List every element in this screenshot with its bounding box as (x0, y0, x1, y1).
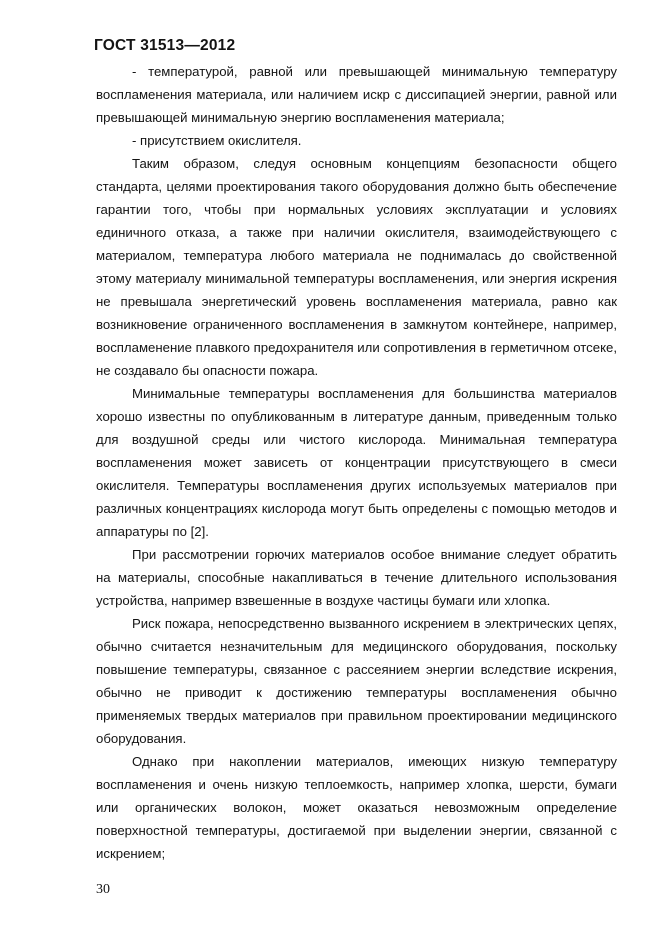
page-number: 30 (96, 882, 110, 897)
paragraph-4: Минимальные температуры воспламенения для большинства материалов хорошо известны по опубликованным в литературе данным, приведенным только для воздушной среды или чистого кислорода. Минимальная температура воспламенения может зависеть от концентрации присутствующего в смеси окислителя. Температуры воспламенения других используемых материалов при различных концентрациях кислорода могут быть определены с помощью методов и аппаратуры по [2]. (96, 386, 617, 539)
paragraph-3: Таким образом, следуя основным концепциям безопасности общего стандарта, целями проектирования такого оборудования должно быть обеспечение гарантии того, чтобы при нормальных условиях эксплуатации и условиях единичного отказа, а также при наличии окислителя, взаимодействующего с материалом, температура любого материала не поднималась до свойственной этому материалу минимальной температуры воспламенения, или энергия искрения не превышала энергетический уровень воспламенения материала, равно как возникновение ограниченного воспламенения в замкнутом контейнере, например, воспламенение плавкого предохранителя или сопротивления в герметичном отсеке, не создавало бы опасности пожара. (96, 156, 617, 378)
paragraph-2: - присутствием окислителя. (132, 133, 302, 148)
paragraph-5: При рассмотрении горючих материалов особое внимание следует обратить на материалы, способные накапливаться в течение длительного использования устройства, например взвешенные в воздухе частицы бумаги или хлопка. (96, 547, 617, 608)
paragraph-7: Однако при накоплении материалов, имеющих низкую температуру воспламенения и очень низкую теплоемкость, например хлопка, шерсти, бумаги или органических волокон, может оказаться невозможным определение поверхностной температуры, достигаемой при выделении энергии, связанной с искрением; (96, 754, 617, 861)
paragraph-1: - температурой, равной или превышающей минимальную температуру воспламенения материала, или наличием искр с диссипацией энергии, равной или превышающей минимальную энергию воспламенения материала; (96, 64, 617, 125)
document-header: ГОСТ 31513—2012 (94, 37, 236, 54)
paragraph-6: Риск пожара, непосредственно вызванного искрением в электрических цепях, обычно считается незначительным для медицинского оборудования, поскольку повышение температуры, связанное с рассеянием энергии вследствие искрения, обычно не приводит к достижению температуры воспламенения обычно применяемых твердых материалов при правильном проектировании медицинского оборудования. (96, 616, 617, 746)
document-body (96, 60, 617, 865)
